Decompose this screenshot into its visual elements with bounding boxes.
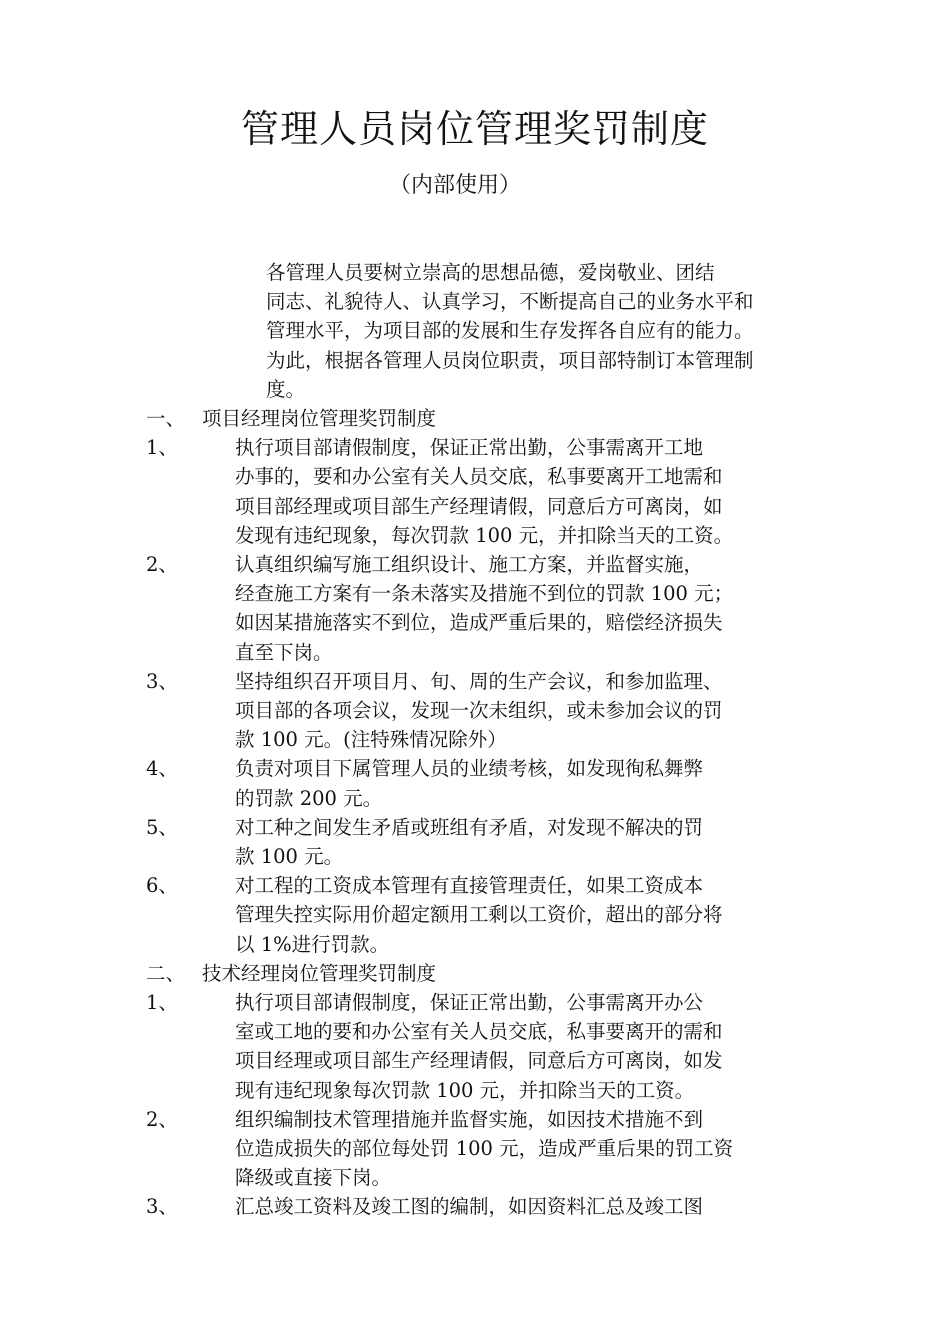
item-line: 经查施工方案有一条未落实及措施不到位的罚款 100 元； xyxy=(235,582,734,606)
item-line: 直至下岗。 xyxy=(235,640,333,664)
item-line: 对工种之间发生矛盾或班组有矛盾，对发现不解决的罚 xyxy=(235,815,704,839)
section-number: 一、 xyxy=(146,407,186,431)
list-item xyxy=(0,871,950,959)
item-line: 汇总竣工资料及竣工图的编制，如因资料汇总及竣工图 xyxy=(235,1195,704,1219)
item-number: 1、 xyxy=(146,991,178,1015)
item-line: 认真组织编写施工组织设计、施工方案，并监督实施， xyxy=(235,553,704,577)
list-item xyxy=(0,550,950,667)
list-item xyxy=(0,754,950,812)
item-number: 5、 xyxy=(146,815,178,839)
item-text xyxy=(222,754,794,812)
list-item xyxy=(0,1105,950,1193)
list-item xyxy=(0,1192,950,1221)
item-text xyxy=(222,988,794,1105)
item-text xyxy=(222,871,794,959)
item-line: 项目经理或项目部生产经理请假，同意后方可离岗，如发 xyxy=(235,1049,723,1073)
document-body xyxy=(0,258,950,1222)
item-line: 款 100 元。(注特殊情况除外） xyxy=(235,728,507,752)
section-heading xyxy=(0,959,950,988)
item-line: 如因某措施落实不到位，造成严重后果的，赔偿经济损失 xyxy=(235,611,723,635)
intro-line: 同志、礼貌待人、认真学习，不断提高自己的业务水平和 xyxy=(266,290,754,314)
item-number: 3、 xyxy=(146,1195,178,1219)
item-line: 现有违纪现象每次罚款 100 元，并扣除当天的工资。 xyxy=(235,1078,695,1102)
list-item xyxy=(0,667,950,755)
item-number: 2、 xyxy=(146,553,178,577)
intro-paragraph xyxy=(222,258,794,404)
item-text xyxy=(222,550,794,667)
item-line: 组织编制技术管理措施并监督实施，如因技术措施不到 xyxy=(235,1107,704,1131)
list-item xyxy=(0,988,950,1105)
item-line: 执行项目部请假制度，保证正常出勤，公事需离开工地 xyxy=(235,436,704,460)
item-number: 6、 xyxy=(146,874,178,898)
section-heading xyxy=(0,404,950,433)
item-line: 执行项目部请假制度，保证正常出勤，公事需离开办公 xyxy=(235,991,704,1015)
section-title: 技术经理岗位管理奖罚制度 xyxy=(202,961,437,985)
item-line: 款 100 元。 xyxy=(235,845,344,869)
section-number: 二、 xyxy=(146,961,186,985)
item-line: 项目部的各项会议，发现一次未组织，或未参加会议的罚 xyxy=(235,699,723,723)
item-line: 项目部经理或项目部生产经理请假，同意后方可离岗，如 xyxy=(235,494,723,518)
item-text xyxy=(222,813,794,871)
item-number: 1、 xyxy=(146,436,178,460)
item-line: 管理失控实际用价超定额用工剩以工资价，超出的部分将 xyxy=(235,903,723,927)
item-text xyxy=(222,667,794,755)
item-line: 办事的，要和办公室有关人员交底，私事要离开工地需和 xyxy=(235,465,723,489)
item-line: 室或工地的要和办公室有关人员交底，私事要离开的需和 xyxy=(235,1020,723,1044)
item-line: 以 1%进行罚款。 xyxy=(235,932,390,956)
item-number: 4、 xyxy=(146,757,178,781)
item-text xyxy=(222,1192,794,1221)
document-title: 管理人员岗位管理奖罚制度 xyxy=(240,107,709,151)
item-line: 发现有违纪现象，每次罚款 100 元，并扣除当天的工资。 xyxy=(235,523,734,547)
intro-line: 各管理人员要树立崇高的思想品德，爱岗敬业、团结 xyxy=(266,261,715,284)
item-line: 对工程的工资成本管理有直接管理责任，如果工资成本 xyxy=(235,874,704,898)
item-number: 2、 xyxy=(146,1107,178,1131)
list-item xyxy=(0,813,950,871)
intro-line: 管理水平，为项目部的发展和生存发挥各自应有的能力。 xyxy=(266,319,754,343)
item-number: 3、 xyxy=(146,669,178,693)
item-line: 位造成损失的部位每处罚 100 元，造成严重后果的罚工资 xyxy=(235,1137,734,1161)
item-line: 负责对项目下属管理人员的业绩考核，如发现徇私舞弊 xyxy=(235,757,704,781)
item-line: 坚持组织召开项目月、旬、周的生产会议，和参加监理、 xyxy=(235,669,723,693)
item-text xyxy=(222,433,794,550)
intro-line: 为此，根据各管理人员岗位职责，项目部特制订本管理制 xyxy=(266,348,754,372)
section-title: 项目经理岗位管理奖罚制度 xyxy=(202,407,437,431)
item-text xyxy=(222,1105,794,1193)
item-line: 降级或直接下岗。 xyxy=(235,1166,392,1190)
document-subtitle: （内部使用） xyxy=(388,173,521,198)
list-item xyxy=(0,433,950,550)
item-line: 的罚款 200 元。 xyxy=(235,786,383,810)
intro-line: 度。 xyxy=(266,377,306,401)
